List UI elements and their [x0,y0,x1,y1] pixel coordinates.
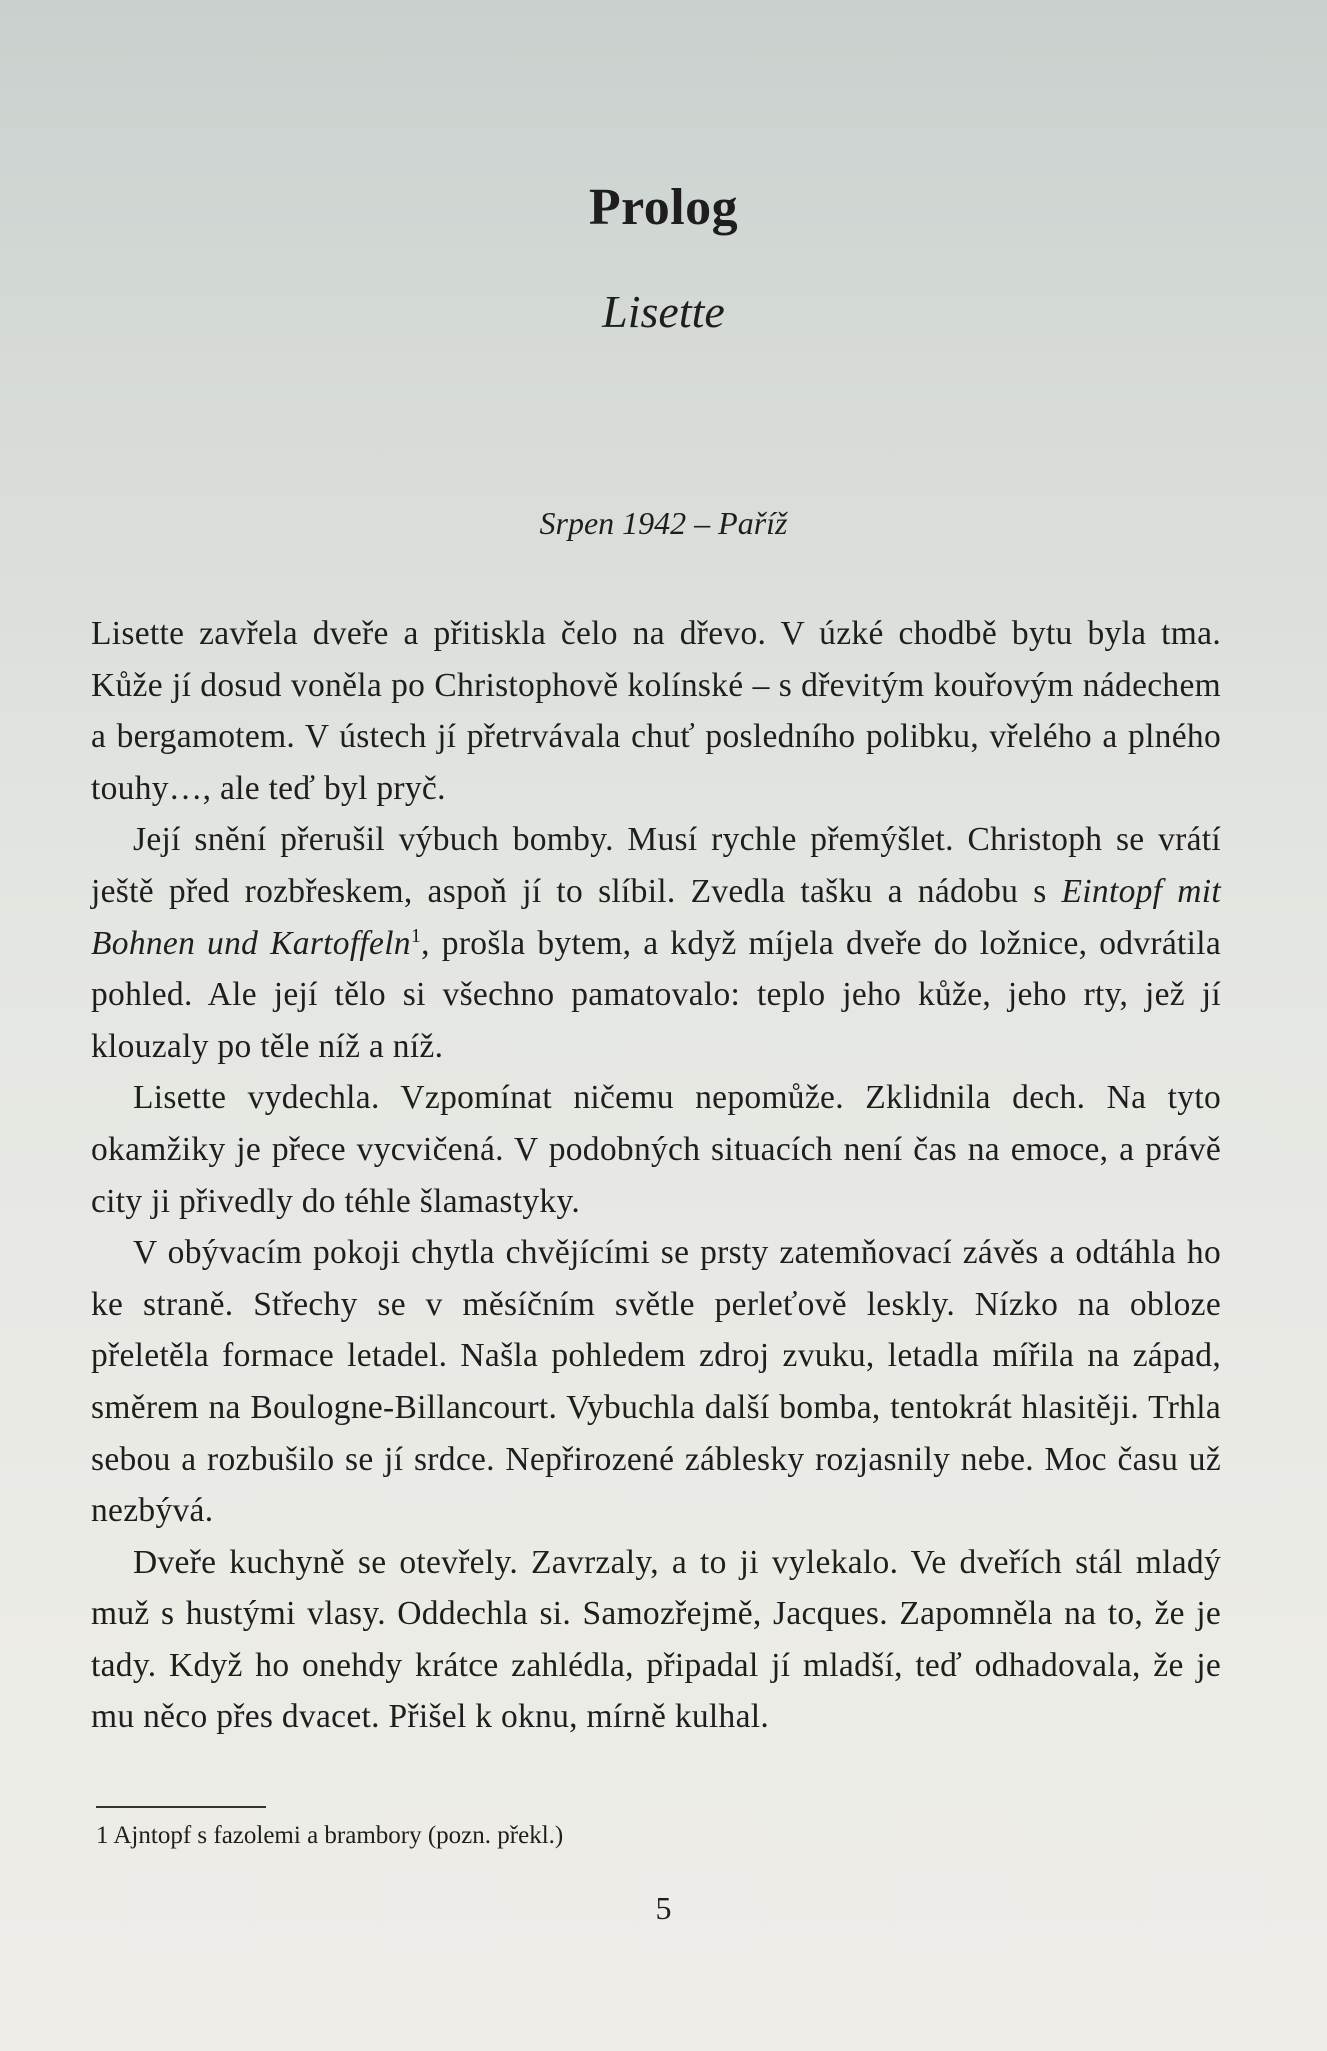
footnote-divider [96,1806,266,1808]
dish-name-italic: Eintopf mit Bohnen und Kartoffeln [91,872,1221,962]
dateline: Srpen 1942 – Paříž [539,505,788,541]
paragraph-1: Lisette zavřela dveře a přitiskla čelo na dřevo. V úzké chodbě bytu byla tma. Kůže jí dosud voněla po Christophově kolínské – s dřevitým kouřovým nádechem a bergamotem. V ústech jí přetrvávala chuť posledního polibku, vřelého a plného touhy…, ale teď byl pryč. [91,615,1221,807]
chapter-title: Prolog [588,179,739,236]
footnote-mark: 1 [410,924,422,947]
chapter-subtitle: Lisette [602,286,725,337]
paragraph-2 [91,814,1221,1072]
paragraph-3: Lisette vydechla. Vzpomínat ničemu nepomůže. Zklidnila dech. Na tyto okamžiky je přece vycvičená. V podobných situacích není čas na emoce, a právě city ji přivedly do téhle šlamastyky. [91,1079,1221,1220]
paragraph-2-text-start: Její snění přerušil výbuch bomby. Musí rychle přemýšlet. Christoph se vrátí ještě před rozbřeskem, aspoň jí to slíbil. Zvedla tašku a nádobu s [91,821,1221,910]
paragraph-2-text-end: , prošla bytem, a když míjela dveře do ložnice, odvrátila pohled. Ale její tělo si všechno pamatovalo: teplo jeho kůže, jeho rty, jež jí klouzaly po těle níž a níž. [91,924,1221,1065]
page-number: 5 [655,1890,672,1926]
paragraph-4: V obývacím pokoji chytla chvějícími se prsty zatemňovací závěs a odtáhla ho ke straně. Střechy se v měsíčním světle perleťově leskly. Nízko na obloze přeletěla formace letadel. Našla pohledem zdroj zvuku, letadla mířila na západ, směrem na Boulogne-Billancourt. Vybuchla další bomba, tentokrát hlasitěji. Trhla sebou a rozbušilo se jí srdce. Nepřirozené záblesky rozjasnily nebe. Moc času už nezbývá. [91,1234,1221,1530]
footnote: 1 Ajntopf s fazolemi a brambory (pozn. překl.) [96,1822,564,1849]
paragraph-5: Dveře kuchyně se otevřely. Zavrzaly, a to ji vylekalo. Ve dveřích stál mladý muž s hustými vlasy. Oddechla si. Samozřejmě, Jacques. Zapomněla na to, že je tady. Když ho onehdy krátce zahlédla, připadal jí mladší, teď odhadovala, že je mu něco přes dvacet. Přišel k oknu, mírně kulhal. [91,1543,1221,1736]
body-text [91,608,1221,1743]
